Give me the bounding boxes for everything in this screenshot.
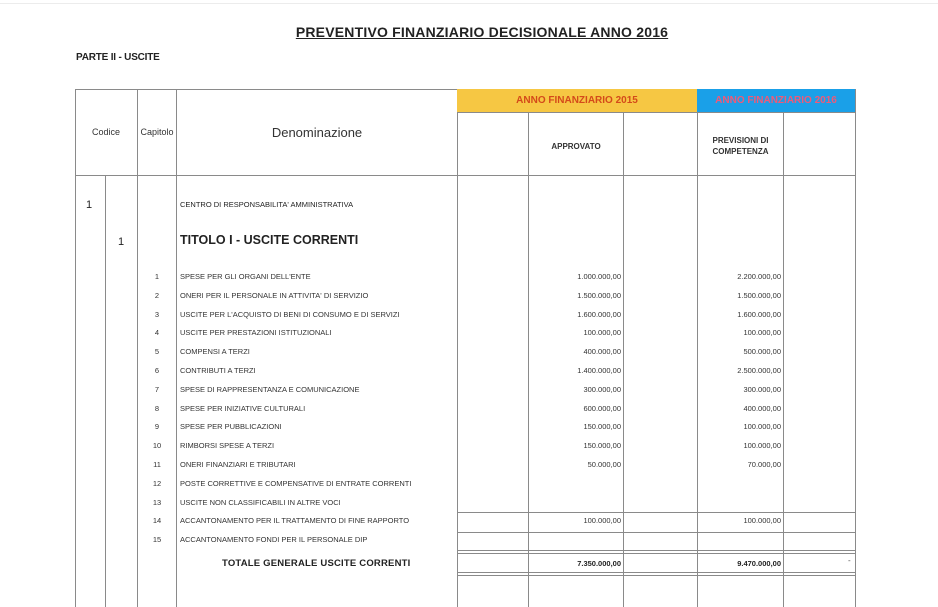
row-previsioni-2016: 2.500.000,00 bbox=[737, 366, 781, 375]
header-previsioni-line2: COMPETENZA bbox=[712, 147, 769, 156]
row-capitolo: 3 bbox=[154, 310, 160, 319]
row-denominazione: COMPENSI A TERZI bbox=[180, 347, 250, 356]
row-approvato-2015: 150.000,00 bbox=[583, 422, 621, 431]
row-approvato-2015: 1.000.000,00 bbox=[577, 272, 621, 281]
row-denominazione: USCITE PER PRESTAZIONI ISTITUZIONALI bbox=[180, 328, 332, 337]
row-previsioni-2016: 1.600.000,00 bbox=[737, 310, 781, 319]
totale-previsioni-2016: 9.470.000,00 bbox=[737, 559, 781, 568]
row-capitolo: 1 bbox=[154, 272, 160, 281]
row-denominazione: USCITE PER L'ACQUISTO DI BENI DI CONSUMO E DI SERVIZI bbox=[180, 310, 400, 319]
row-previsioni-2016: 400.000,00 bbox=[743, 404, 781, 413]
row-capitolo: 12 bbox=[152, 479, 162, 488]
row-previsioni-2016: 70.000,00 bbox=[747, 460, 781, 469]
row-capitolo: 10 bbox=[152, 441, 162, 450]
header-anno-2015: ANNO FINANZIARIO 2015 bbox=[457, 89, 697, 112]
row-approvato-2015: 1.400.000,00 bbox=[577, 366, 621, 375]
row-denominazione: CONTRIBUTI A TERZI bbox=[180, 366, 256, 375]
row-capitolo: 7 bbox=[154, 385, 160, 394]
centro-label: CENTRO DI RESPONSABILITA' AMMINISTRATIVA bbox=[180, 200, 354, 209]
row-previsioni-2016: 500.000,00 bbox=[743, 347, 781, 356]
header-approvato: APPROVATO bbox=[551, 142, 601, 151]
row-previsioni-2016: 1.500.000,00 bbox=[737, 291, 781, 300]
centro-codice: 1 bbox=[86, 199, 93, 211]
row-previsioni-2016: 2.200.000,00 bbox=[737, 272, 781, 281]
row-denominazione: SPESE PER INIZIATIVE CULTURALI bbox=[180, 404, 306, 413]
row-previsioni-2016: 300.000,00 bbox=[743, 385, 781, 394]
row-capitolo: 5 bbox=[154, 347, 160, 356]
row-capitolo: 8 bbox=[154, 404, 160, 413]
row-capitolo: 6 bbox=[154, 366, 160, 375]
row-approvato-2015: 1.600.000,00 bbox=[577, 310, 621, 319]
titolo-label: TITOLO I - USCITE CORRENTI bbox=[180, 233, 359, 247]
document-title: PREVENTIVO FINANZIARIO DECISIONALE ANNO 2016 bbox=[295, 24, 669, 40]
row-denominazione: ACCANTONAMENTO FONDI PER IL PERSONALE DIP bbox=[180, 535, 368, 544]
row-capitolo: 4 bbox=[154, 328, 160, 337]
row-capitolo: 2 bbox=[154, 291, 160, 300]
totale-last-col: - bbox=[848, 556, 851, 565]
header-previsioni bbox=[698, 135, 783, 157]
titolo-codice: 1 bbox=[118, 236, 125, 248]
header-anno-2016: ANNO FINANZIARIO 2016 bbox=[697, 89, 855, 112]
totale-approvato-2015: 7.350.000,00 bbox=[577, 559, 621, 568]
header-denominazione: Denominazione bbox=[271, 125, 363, 140]
header-capitolo: Capitolo bbox=[140, 127, 174, 137]
row-approvato-2015: 400.000,00 bbox=[583, 347, 621, 356]
header-codice: Codice bbox=[91, 127, 120, 137]
row-capitolo: 13 bbox=[152, 498, 162, 507]
row-previsioni-2016: 100.000,00 bbox=[743, 422, 781, 431]
section-label: PARTE II - USCITE bbox=[76, 52, 160, 63]
row-approvato-2015: 600.000,00 bbox=[583, 404, 621, 413]
row-approvato-2015: 100.000,00 bbox=[583, 328, 621, 337]
row-denominazione: RIMBORSI SPESE A TERZI bbox=[180, 441, 275, 450]
row-capitolo: 14 bbox=[152, 516, 162, 525]
row-denominazione: ONERI FINANZIARI E TRIBUTARI bbox=[180, 460, 296, 469]
totale-label: TOTALE GENERALE USCITE CORRENTI bbox=[222, 558, 411, 569]
row-previsioni-2016: 100.000,00 bbox=[743, 328, 781, 337]
row-capitolo: 9 bbox=[154, 422, 160, 431]
row-approvato-2015: 1.500.000,00 bbox=[577, 291, 621, 300]
row-denominazione: SPESE PER PUBBLICAZIONI bbox=[180, 422, 282, 431]
row-denominazione: SPESE PER GLI ORGANI DELL'ENTE bbox=[180, 272, 311, 281]
row-approvato-2015: 100.000,00 bbox=[583, 516, 621, 525]
row-approvato-2015: 50.000,00 bbox=[587, 460, 621, 469]
row-approvato-2015: 150.000,00 bbox=[583, 441, 621, 450]
row-denominazione: SPESE DI RAPPRESENTANZA E COMUNICAZIONE bbox=[180, 385, 360, 394]
row-capitolo: 11 bbox=[153, 460, 161, 469]
row-denominazione: ONERI PER IL PERSONALE IN ATTIVITA' DI SERVIZIO bbox=[180, 291, 369, 300]
row-approvato-2015: 300.000,00 bbox=[583, 385, 621, 394]
row-previsioni-2016: 100.000,00 bbox=[743, 441, 781, 450]
row-capitolo: 15 bbox=[152, 535, 162, 544]
header-previsioni-line1: PREVISIONI DI bbox=[712, 136, 769, 145]
row-denominazione: ACCANTONAMENTO PER IL TRATTAMENTO DI FINE RAPPORTO bbox=[180, 516, 410, 525]
row-denominazione: POSTE CORRETTIVE E COMPENSATIVE DI ENTRATE CORRENTI bbox=[180, 479, 412, 488]
row-denominazione: USCITE NON CLASSIFICABILI IN ALTRE VOCI bbox=[180, 498, 341, 507]
row-previsioni-2016: 100.000,00 bbox=[743, 516, 781, 525]
